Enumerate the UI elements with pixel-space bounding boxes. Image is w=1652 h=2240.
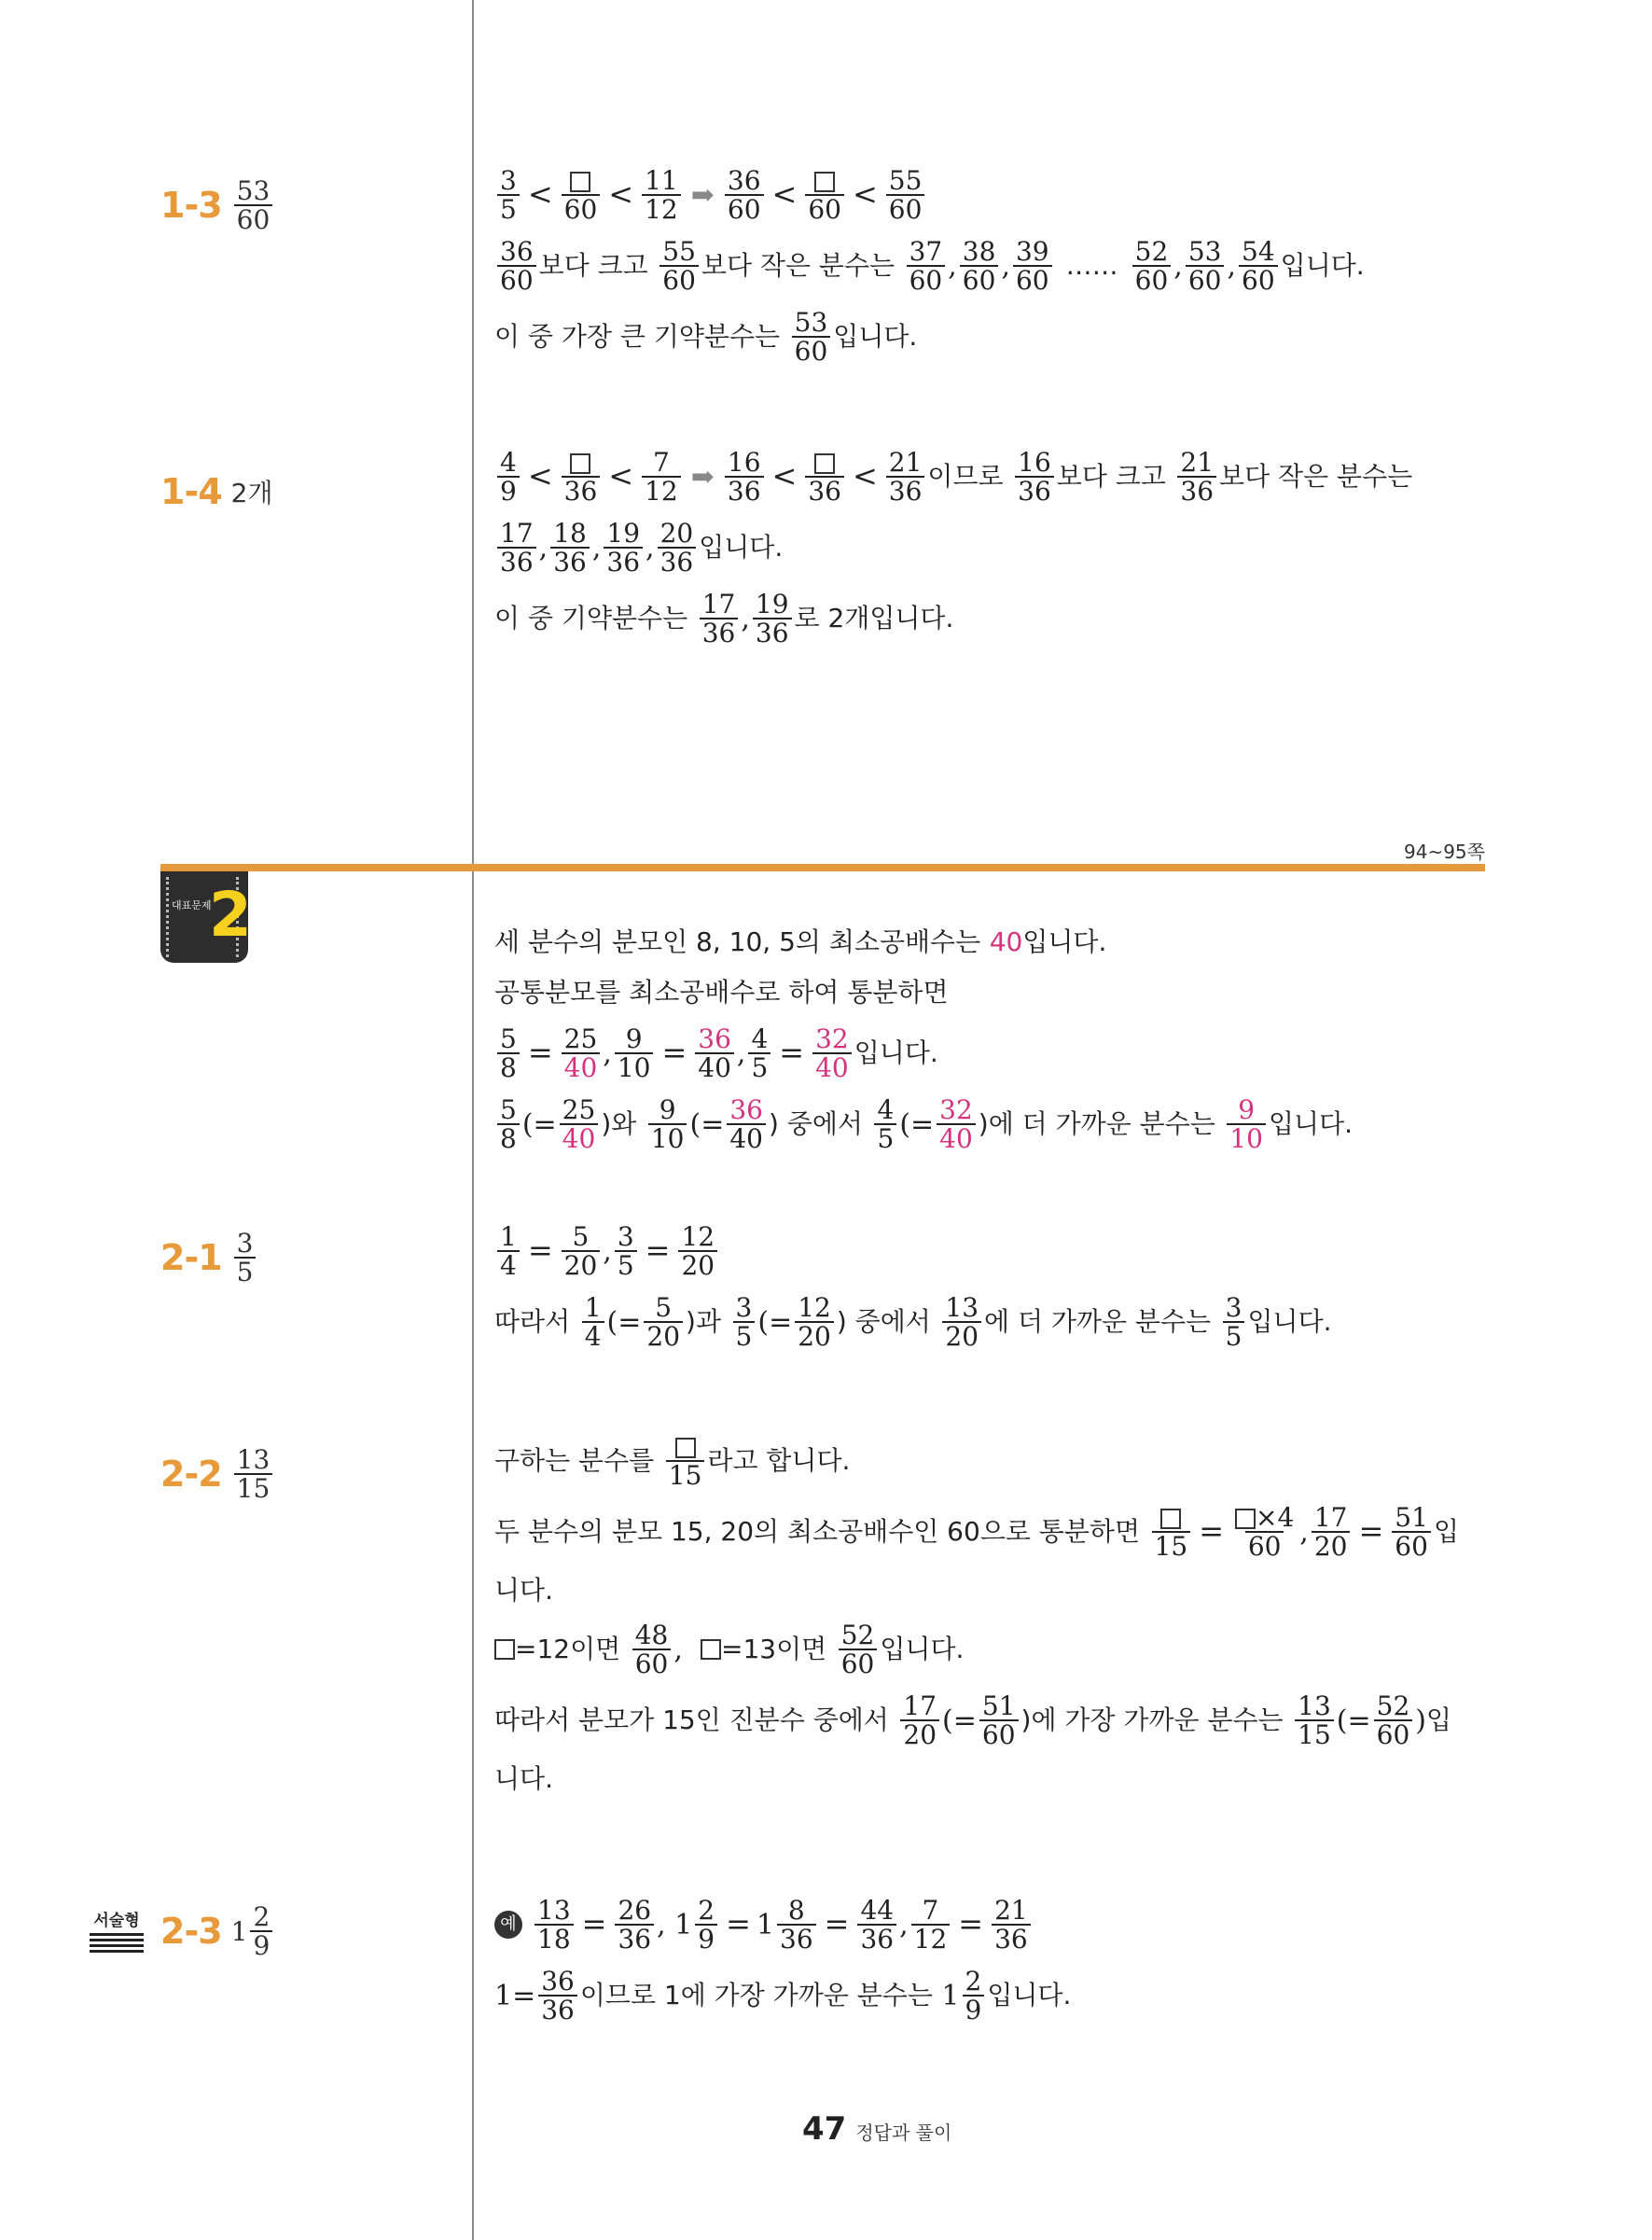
solution-2 (494, 924, 1483, 1166)
problem-number: 1-4 (160, 471, 222, 512)
answer: $\frac{53}{60}$ (231, 177, 276, 234)
essay-type-icon (90, 1907, 144, 1955)
essay-type-label: 서술형 (93, 1912, 140, 1930)
answer: 2개 (230, 478, 273, 508)
answer: $\frac{3}{5}$ (231, 1230, 259, 1287)
badge-label: 대표문제 (172, 899, 212, 911)
problem-number: 1-3 (160, 185, 222, 227)
solution-2-2 (494, 1432, 1483, 1809)
continuation-line: 니다. (494, 1762, 553, 1794)
conclusion-line: 이 중 기약분수는 $\frac{17}{36}$ , $\frac{19}{36}$ 로 2개입니다. (494, 588, 954, 648)
answer: 1 $\frac{2}{9}$ (231, 1903, 276, 1960)
solution-2-1 (494, 1222, 1483, 1364)
problem-label-2-2 (160, 1446, 275, 1503)
range-line: $\frac{36}{60}$ 보다 크고 $\frac{55}{60}$ 보다 작은 분수는 $\frac{37}{60}$ , $\frac{38}{60}$ , $\frac{39}{60}$ …… $\frac{52}{60}$ , $\frac{53}{60}$ , $\frac{54}{60}$ 입니다. (494, 237, 1483, 295)
solution-2-3 (494, 1896, 1483, 2038)
page-range: 94~95쪽 (1404, 841, 1485, 863)
setup-line: 구하는 분수를 15 라고 합니다. (494, 1432, 1483, 1490)
arrow-icon: ➡ (690, 460, 715, 494)
conclusion-line: 이 중 가장 큰 기약분수는 $\frac{53}{60}$ 입니다. (494, 306, 918, 367)
problem-label-2-3 (160, 1903, 275, 1960)
problem-number: 2-3 (160, 1911, 222, 1953)
solution-1-4 (494, 448, 1483, 661)
example-mark: 예 (494, 1911, 522, 1939)
arrow-icon: ➡ (690, 178, 715, 212)
conclusion-line: 따라서 분모가 15인 진분수 중에서 $\frac{17}{20}$ (= $\frac{51}{60}$ )에 가장 가까운 분수는 $\frac{13}{15}$ (= $\frac{52}{60}$ ) 입 (494, 1690, 1452, 1750)
comparison-line: $\frac{5}{8}$ (= $\frac{25}{40}$ )와 $\frac{9}{10}$ (= $\frac{36}{40}$ ) 중에서 $\frac{4}{5}$ (= $\frac{32}{40}$ )에 더 가까운 분수는 $\frac{9}{10}$ 입니다. (494, 1095, 1483, 1153)
conclusion-line: 따라서 $\frac{1}{4}$ (= $\frac{5}{20}$ )과 $\frac{3}{5}$ (= $\frac{12}{20}$ ) 중에서 $\frac{13}{20}$ 에 더 가까운 분수는 $\frac{3}{5}$ 입니다. (494, 1291, 1332, 1352)
representative-problem-badge (160, 871, 252, 963)
conversion-line: $\frac{1}{4}$ = $\frac{5}{20}$ , $\frac{3}{5}$ = $\frac{12}{20}$ (494, 1222, 1483, 1280)
page-footer (802, 2110, 951, 2148)
footer-text: 정답과 풀이 (855, 2122, 952, 2144)
page-number: 47 (802, 2110, 847, 2148)
lcm-line: 세 분수의 분모인 8, 10, 5의 최소공배수는 40 입니다. (494, 925, 1107, 957)
section-divider (160, 864, 1485, 871)
column-divider (472, 0, 474, 2240)
problem-label-1-3 (160, 177, 275, 234)
problem-label-2-1 (160, 1230, 258, 1287)
continuation-line: 니다. (494, 1574, 553, 1606)
inequality-line: $\frac{3}{5}$ < 60 < $\frac{11}{12}$ ➡ $\frac{36}{60}$ < 60 < $\frac{55}{60}$ (494, 166, 1483, 224)
answer: $\frac{13}{15}$ (231, 1446, 276, 1503)
solution-1-3 (494, 166, 1483, 379)
conversion-line: 예 $\frac{13}{18}$ = $\frac{26}{36}$ , 1 $\frac{2}{9}$ = 1 $\frac{8}{36}$ = $\frac{44}{36}$ , $\frac{7}{12}$ = $\frac{21}{36}$ (494, 1896, 1483, 1954)
conclusion-line: 1= $\frac{36}{36}$ 이므로 1에 가장 가까운 분수는 1 $\frac{2}{9}$ 입니다. (494, 1965, 1072, 2025)
problem-number: 2-2 (160, 1454, 222, 1496)
badge-number: 2 (209, 879, 252, 951)
inequality-line: $\frac{4}{9}$ < 36 < $\frac{7}{12}$ ➡ $\frac{16}{36}$ < 36 < $\frac{21}{36}$ 이므로 $\frac{16}{36}$ 보다 크고 $\frac{21}{36}$ 보다 작은 분수는 (494, 448, 1483, 506)
conversion-line: $\frac{5}{8}$ = $\frac{25}{40}$ , $\frac{9}{10}$ = $\frac{36}{40}$ , $\frac{4}{5}$ = $\frac{32}{40}$ 입니다. (494, 1024, 1483, 1082)
problem-number: 2-1 (160, 1237, 222, 1279)
cases-line: =12이면 $\frac{48}{60}$ , =13이면 $\frac{52}{60}$ 입니다. (494, 1621, 1483, 1678)
common-denominator-line: 공통분모를 최소공배수로 하여 통분하면 (494, 976, 949, 1008)
list-line: $\frac{17}{36}$ , $\frac{18}{36}$ , $\frac{19}{36}$ , $\frac{20}{36}$ 입니다. (494, 519, 1483, 577)
common-denominator-line: 두 분수의 분모 15, 20의 최소공배수인 60으로 통분하면 15 = $\frac{\times 4}{60}$ , $\frac{17}{20}$ = $\frac{51}{60}$ 입 (494, 1501, 1459, 1562)
problem-label-1-4 (160, 471, 273, 512)
